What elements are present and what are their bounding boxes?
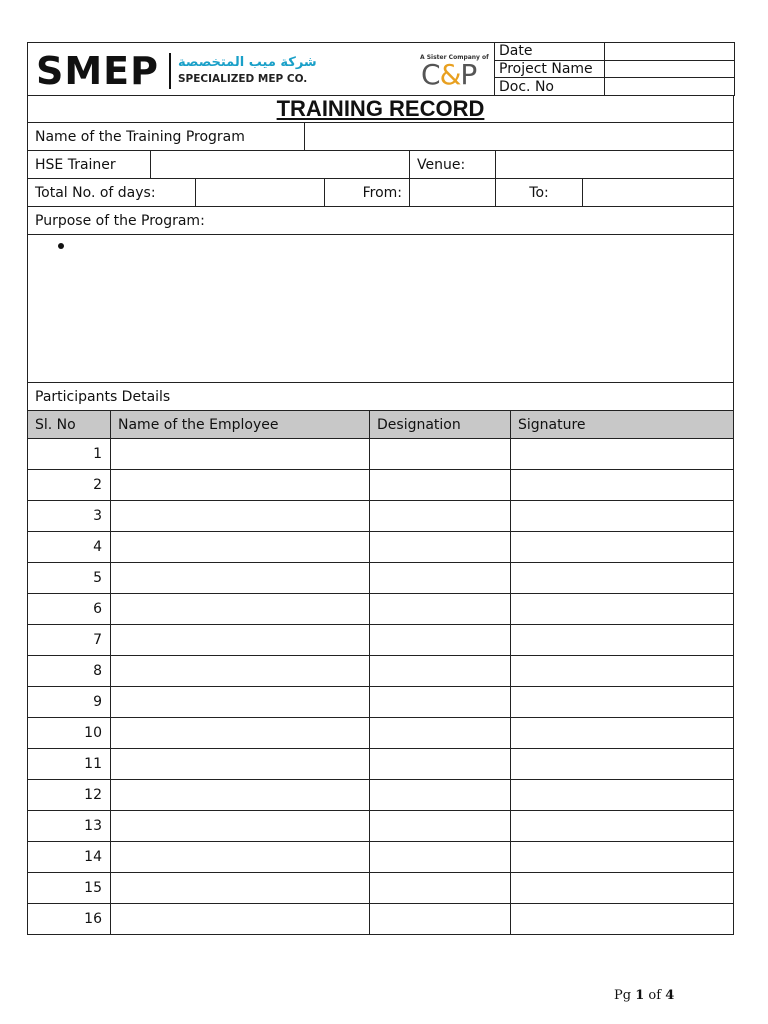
- row-number: 6: [28, 594, 111, 625]
- designation-cell[interactable]: [370, 873, 511, 904]
- table-row: [28, 873, 734, 904]
- company-name: SPECIALIZED MEP CO.: [178, 73, 308, 85]
- row-number: 10: [28, 718, 111, 749]
- employee-name-cell[interactable]: [111, 656, 370, 687]
- days-label: Total No. of days:: [28, 179, 196, 207]
- table-row: [28, 439, 734, 470]
- employee-name-cell[interactable]: [111, 501, 370, 532]
- cp-logo: C&P: [421, 58, 477, 91]
- signature-cell[interactable]: [511, 718, 734, 749]
- employee-name-cell[interactable]: [111, 749, 370, 780]
- employee-name-cell[interactable]: [111, 594, 370, 625]
- table-row: [28, 842, 734, 873]
- row-number: 12: [28, 780, 111, 811]
- designation-cell[interactable]: [370, 780, 511, 811]
- days-field[interactable]: [196, 179, 325, 207]
- table-row: [28, 811, 734, 842]
- program-field[interactable]: [305, 123, 734, 151]
- signature-cell[interactable]: [511, 687, 734, 718]
- table-row: [28, 718, 734, 749]
- footer-total-pages: 4: [665, 988, 675, 1003]
- table-row: [28, 780, 734, 811]
- signature-cell[interactable]: [511, 749, 734, 780]
- employee-name-cell[interactable]: [111, 532, 370, 563]
- employee-name-cell[interactable]: [111, 842, 370, 873]
- row-number: 1: [28, 439, 111, 470]
- logo-cell: [28, 43, 495, 96]
- row-number: 5: [28, 563, 111, 594]
- from-label: From:: [325, 179, 410, 207]
- program-label: Name of the Training Program: [28, 123, 305, 151]
- arabic-company-name: شركة ميب المتخصصة: [178, 55, 317, 70]
- table-row: [28, 904, 734, 935]
- row-number: 13: [28, 811, 111, 842]
- row-number: 9: [28, 687, 111, 718]
- designation-cell[interactable]: [370, 687, 511, 718]
- table-row: [28, 749, 734, 780]
- header-table: [27, 42, 735, 96]
- signature-cell[interactable]: [511, 656, 734, 687]
- signature-cell[interactable]: [511, 811, 734, 842]
- row-number: 7: [28, 625, 111, 656]
- employee-name-cell[interactable]: [111, 470, 370, 501]
- signature-cell[interactable]: [511, 594, 734, 625]
- purpose-table: [27, 206, 734, 411]
- signature-cell[interactable]: [511, 842, 734, 873]
- designation-cell[interactable]: [370, 563, 511, 594]
- trainer-label: HSE Trainer: [28, 151, 151, 179]
- meta-docno-label: Doc. No: [495, 78, 605, 96]
- signature-cell[interactable]: [511, 625, 734, 656]
- row-number: 14: [28, 842, 111, 873]
- employee-name-cell[interactable]: [111, 625, 370, 656]
- row-number: 4: [28, 532, 111, 563]
- purpose-field[interactable]: [28, 235, 734, 383]
- footer-current-page: 1: [635, 988, 645, 1003]
- signature-cell[interactable]: [511, 470, 734, 501]
- designation-cell[interactable]: [370, 501, 511, 532]
- signature-cell[interactable]: [511, 501, 734, 532]
- venue-label: Venue:: [410, 151, 496, 179]
- row-number: 16: [28, 904, 111, 935]
- meta-docno-value[interactable]: [605, 78, 735, 96]
- trainer-table: [27, 150, 734, 179]
- sister-company-text: A Sister Company of: [420, 54, 489, 61]
- program-table: [27, 122, 734, 151]
- meta-project-label: Project Name: [495, 60, 605, 78]
- signature-cell[interactable]: [511, 873, 734, 904]
- designation-cell[interactable]: [370, 811, 511, 842]
- purpose-label: Purpose of the Program:: [28, 207, 734, 235]
- table-row: [28, 594, 734, 625]
- employee-name-cell[interactable]: [111, 718, 370, 749]
- row-number: 2: [28, 470, 111, 501]
- row-number: 15: [28, 873, 111, 904]
- title-table: [27, 95, 734, 123]
- smep-logo: SMEP: [36, 49, 159, 93]
- venue-field[interactable]: [496, 151, 734, 179]
- employee-name-cell[interactable]: [111, 439, 370, 470]
- row-number: 8: [28, 656, 111, 687]
- table-row: [28, 625, 734, 656]
- table-row: [28, 532, 734, 563]
- to-label: To:: [496, 179, 583, 207]
- designation-cell[interactable]: [370, 625, 511, 656]
- designation-cell[interactable]: [370, 470, 511, 501]
- employee-name-cell[interactable]: [111, 563, 370, 594]
- employee-name-cell[interactable]: [111, 873, 370, 904]
- designation-cell[interactable]: [370, 842, 511, 873]
- page-title: TRAINING RECORD: [28, 96, 734, 123]
- table-row: [28, 501, 734, 532]
- days-table: [27, 178, 734, 207]
- from-field[interactable]: [410, 179, 496, 207]
- bullet-icon: [58, 243, 64, 249]
- designation-cell[interactable]: [370, 718, 511, 749]
- col-header-name: Name of the Employee: [111, 411, 370, 439]
- employee-name-cell[interactable]: [111, 904, 370, 935]
- table-row: [28, 687, 734, 718]
- participants-section-label: Participants Details: [28, 383, 734, 411]
- signature-cell[interactable]: [511, 904, 734, 935]
- signature-cell[interactable]: [511, 532, 734, 563]
- designation-cell[interactable]: [370, 532, 511, 563]
- meta-date-value[interactable]: [605, 43, 735, 61]
- page-footer: [614, 988, 674, 1003]
- table-row: [28, 656, 734, 687]
- employee-name-cell[interactable]: [111, 687, 370, 718]
- signature-cell[interactable]: [511, 780, 734, 811]
- row-number: 11: [28, 749, 111, 780]
- designation-cell[interactable]: [370, 594, 511, 625]
- training-record-form: [27, 42, 734, 935]
- designation-cell[interactable]: [370, 749, 511, 780]
- signature-cell[interactable]: [511, 439, 734, 470]
- col-header-signature: Signature: [511, 411, 734, 439]
- employee-name-cell[interactable]: [111, 811, 370, 842]
- col-header-designation: Designation: [370, 411, 511, 439]
- logo-divider: [169, 53, 171, 89]
- meta-project-value[interactable]: [605, 60, 735, 78]
- trainer-field[interactable]: [151, 151, 410, 179]
- footer-of-label: of: [648, 988, 662, 1003]
- signature-cell[interactable]: [511, 563, 734, 594]
- footer-pg-label: Pg: [614, 988, 632, 1003]
- meta-date-label: Date: [495, 43, 605, 61]
- designation-cell[interactable]: [370, 656, 511, 687]
- participants-table: [27, 410, 734, 935]
- to-field[interactable]: [583, 179, 734, 207]
- table-row: [28, 563, 734, 594]
- table-row: [28, 470, 734, 501]
- employee-name-cell[interactable]: [111, 780, 370, 811]
- col-header-slno: Sl. No: [28, 411, 111, 439]
- designation-cell[interactable]: [370, 439, 511, 470]
- row-number: 3: [28, 501, 111, 532]
- designation-cell[interactable]: [370, 904, 511, 935]
